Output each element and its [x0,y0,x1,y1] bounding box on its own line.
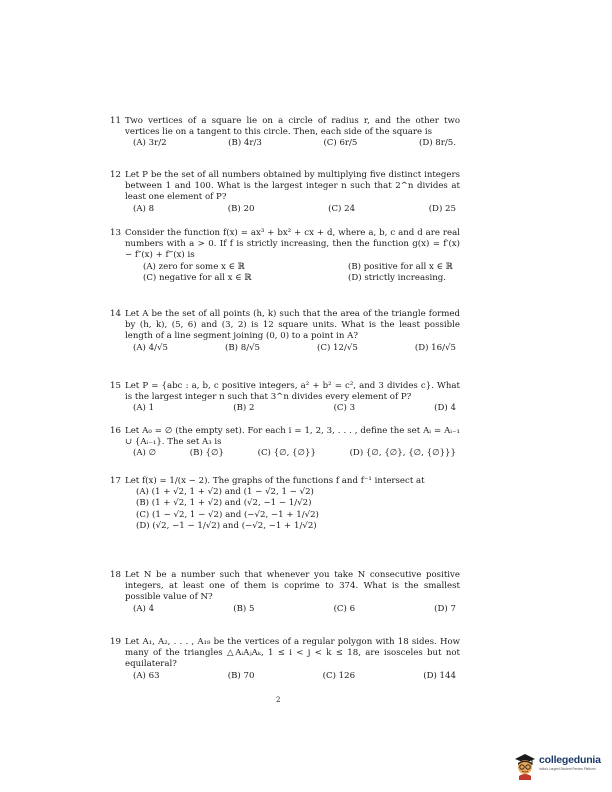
option-c: (C) 126 [322,670,356,681]
question-16 [110,426,460,460]
option-d: (D) 16/√5 [414,342,456,353]
option-d: (D) (√2, −1 − 1/√2) and (−√2, −1 + 1/√2) [136,520,317,531]
option-d: (D) 25 [428,203,456,214]
options [133,204,460,215]
brand-tagline: India's Largest Student Review Platform [539,767,596,771]
options [133,604,460,615]
option-c: (C) 6r/5 [323,138,358,149]
option-b: (B) 2 [233,403,255,414]
option-a: (A) zero for some x ∈ ℝ [143,261,245,272]
question-18 [110,570,460,615]
question-text: Let A₀ = ∅ (the empty set). For each i = 1, 2, 3, . . . , define the set Aᵢ = Aᵢ₋₁ ∪ {Aᵢ₋₁}. The set A₃ is [125,426,460,448]
option-b: (B) {∅} [189,448,224,459]
question-15 [110,381,460,415]
option-c: (C) 24 [328,203,356,214]
question-text: Let f(x) = 1/(x − 2). The graphs of the functions f and f⁻¹ intersect at [125,476,425,486]
option-c: (C) 3 [333,403,356,414]
option-c: (C) negative for all x ∈ ℝ [143,272,252,283]
options [133,343,460,354]
options [133,138,460,149]
option-c: (C) 6 [333,603,356,614]
option-a: (A) ∅ [133,448,157,459]
question-number: 12 [110,170,121,180]
option-a: (A) 63 [133,670,160,681]
mascot-icon [512,750,538,780]
option-a: (A) 4/√5 [133,342,168,353]
option-c: (C) {∅, {∅}} [257,448,316,459]
option-c: (C) (1 − √2, 1 − √2) and (−√2, −1 + 1/√2) [136,509,319,520]
question-text: Let A be the set of all points (h, k) such that the area of the triangle formed by (h, k), (5, 6) and (3, 2) is 12 square units. What is the least possible length of a line segment joining (0, 0) to a point in A? [125,309,460,342]
option-a: (A) (1 + √2, 1 + √2) and (1 − √2, 1 − √2) [136,487,314,498]
options [143,262,460,284]
options [133,403,460,414]
question-text: Let A₁, A₂, . . . , A₁₈ be the vertices of a regular polygon with 18 sides. How many of the triangles △AᵢAⱼAₖ, 1 ≤ i < j < k ≤ 18, are isosceles but not equilateral? [125,637,460,670]
question-number: 17 [110,476,121,486]
option-d: (D) 7 [434,603,456,614]
question-12 [110,170,460,215]
option-d: (D) 144 [423,670,456,681]
option-c: (C) 12/√5 [317,342,358,353]
option-d: (D) 8r/5. [418,138,456,149]
question-number: 13 [110,228,121,238]
question-text: Consider the function f(x) = ax³ + bx² + cx + d, where a, b, c and d are real numbers with a > 0. If f is strictly increasing, then the function g(x) = f′(x) − f″(x) + f‴(x) is [125,228,460,261]
brand-name: collegedunia [539,754,601,766]
option-b: (B) 70 [227,670,255,681]
question-number: 19 [110,637,121,647]
question-text: Let P = {abc : a, b, c positive integers, a² + b² = c², and 3 divides c}. What is the largest integer n such that 3^n divides every element of P? [125,381,460,403]
question-11 [110,116,460,150]
options [133,671,460,682]
question-17 [110,476,460,532]
page-number: 2 [276,696,281,704]
options [136,487,460,532]
question-number: 16 [110,426,121,436]
option-b: (B) 20 [227,203,255,214]
option-b: (B) (1 + √2, 1 + √2) and (√2, −1 − 1/√2) [136,498,312,509]
option-a: (A) 8 [133,203,155,214]
question-19 [110,637,460,682]
option-a: (A) 1 [133,403,155,414]
option-b: (B) 8/√5 [224,342,261,353]
question-text: Two vertices of a square lie on a circle of radius r, and the other two vertices lie on a tangent to this circle. Then, each side of the square is [125,116,460,138]
option-d: (D) 4 [434,403,456,414]
question-number: 14 [110,309,121,319]
question-text: Let N be a number such that whenever you take N consecutive positive integers, at least one of them is coprime to 374. What is the smallest possible value of N? [125,570,460,603]
option-d: (D) strictly increasing. [348,272,446,283]
question-text: Let P be the set of all numbers obtained by multiplying five distinct integers between 1 and 100. What is the largest integer n such that 2^n divides at least one element of P? [125,170,460,203]
option-d: (D) {∅, {∅}, {∅, {∅}}} [349,448,456,459]
option-b: (B) 4r/3 [228,138,262,149]
question-number: 15 [110,381,121,391]
options [133,448,460,459]
question-number: 11 [110,116,121,126]
question-13 [110,228,460,284]
collegedunia-logo [512,750,608,780]
question-14 [110,309,460,354]
option-b: (B) positive for all x ∈ ℝ [348,261,453,272]
option-a: (A) 4 [133,603,155,614]
question-number: 18 [110,570,121,580]
option-b: (B) 5 [233,603,255,614]
option-a: (A) 3r/2 [133,138,167,149]
